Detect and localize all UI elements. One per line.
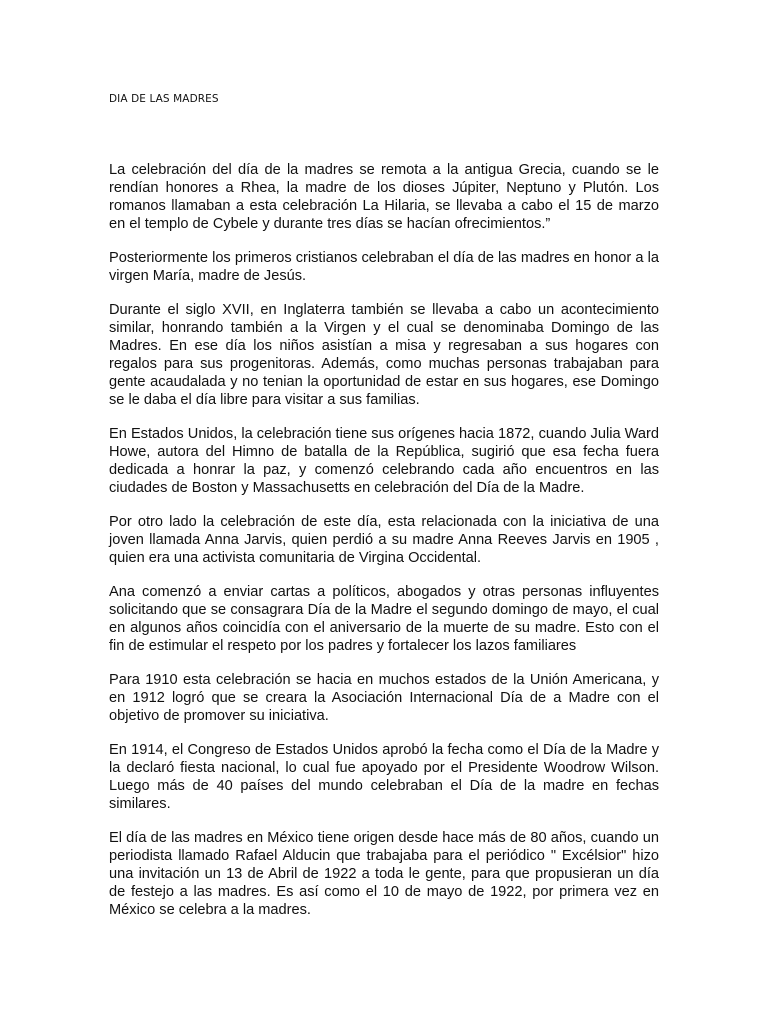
document-title: DIA DE LAS MADRES [109,93,219,105]
paragraph-greece: La celebración del día de la madres se remota a la antigua Grecia, cuando se le rendían honores a Rhea, la madre de los dioses Júpiter, Neptuno y Plutón. Los romanos llamaban a esta celebración La Hilaria, se llevaba a cabo el 15 de marzo en el templo de Cybele y durante tres días se hacían ofrecimientos.” [109,162,659,232]
document-body [109,161,659,935]
paragraph-1910: Para 1910 esta celebración se hacia en muchos estados de la Unión Americana, y en 1912 logró que se creara la Asociación Internacional Día de a Madre con el objetivo de promover su iniciativa. [109,672,659,724]
paragraph-letters: Ana comenzó a enviar cartas a políticos, abogados y otras personas influyentes solicitando que se consagrara Día de la Madre el segundo domingo de mayo, el cual en algunos años coincidía con el aniversario de la muerte de su madre. Esto con el fin de estimular el respeto por los padres y fortalecer los lazos familiares [109,584,659,654]
paragraph-united-states: En Estados Unidos, la celebración tiene sus orígenes hacia 1872, cuando Julia Ward Howe, autora del Himno de batalla de la República, sugirió que esa fecha fuera dedicada a honrar la paz, y comenzó celebrando cada año encuentros en las ciudades de Boston y Massachusetts en celebración del Día de la Madre. [109,426,659,496]
paragraph-anna-jarvis: Por otro lado la celebración de este día, esta relacionada con la iniciativa de una joven llamada Anna Jarvis, quien perdió a su madre Anna Reeves Jarvis en 1905 , quien era una activista comunitaria de Virgina Occidental. [109,514,659,566]
paragraph-1914: En 1914, el Congreso de Estados Unidos aprobó la fecha como el Día de la Madre y la declaró fiesta nacional, lo cual fue apoyado por el Presidente Woodrow Wilson. Luego más de 40 países del mundo celebraban el Día de la madre en fechas similares. [109,742,659,812]
paragraph-christians: Posteriormente los primeros cristianos celebraban el día de las madres en honor a la virgen María, madre de Jesús. [109,250,659,284]
paragraph-england: Durante el siglo XVII, en Inglaterra también se llevaba a cabo un acontecimiento similar, honrando también a la Virgen y el cual se denominaba Domingo de las Madres. En ese día los niños asistían a misa y regresaban a sus hogares con regalos para sus progenitoras. Además, como muchas personas trabajaban para gente acaudalada y no tenian la oportunidad de estar en sus hogares, ese Domingo se le daba el día libre para visitar a sus familias. [109,302,659,408]
paragraph-mexico: El día de las madres en México tiene origen desde hace más de 80 años, cuando un periodista llamado Rafael Alducin que trabajaba para el periódico " Excélsior" hizo una invitación un 13 de Abril de 1922 a toda le gente, para que propusieran un día de festejo a las madres. Es así como el 10 de mayo de 1922, por primera vez en México se celebra a la madres. [109,830,659,918]
